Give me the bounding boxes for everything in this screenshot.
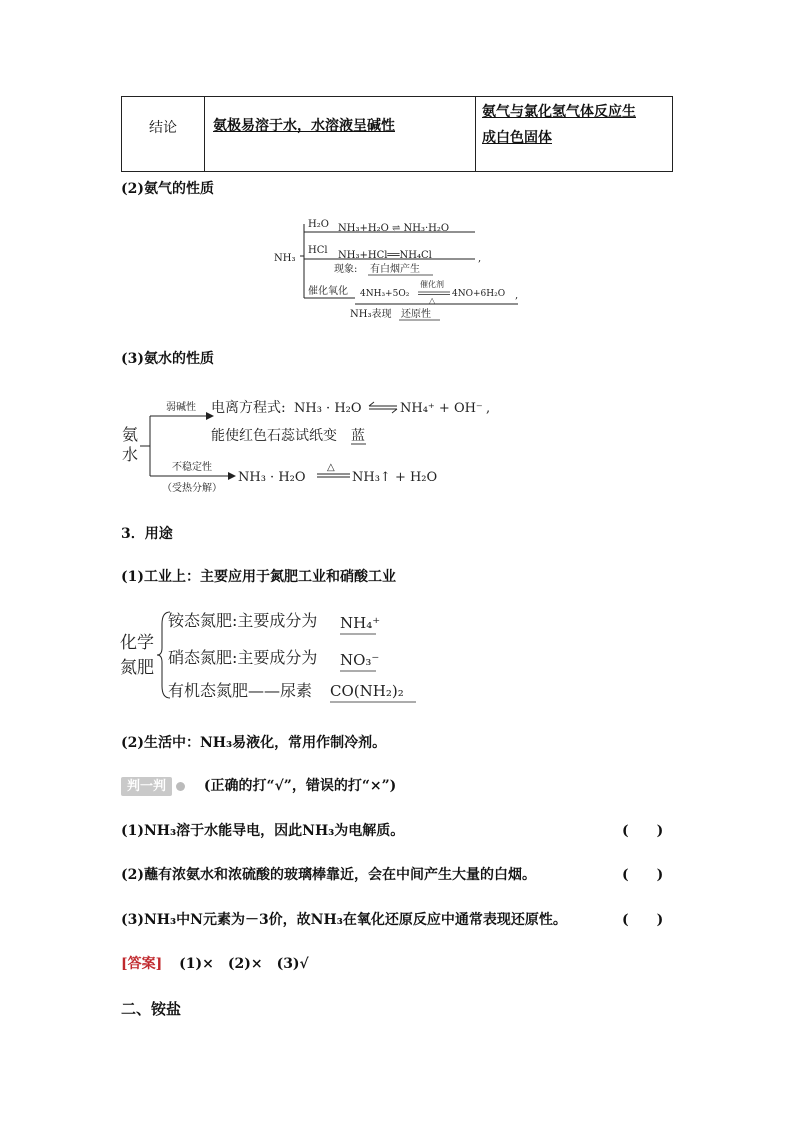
fert-root-top: 化学 xyxy=(120,633,154,653)
fert-root-bottom: 氮肥 xyxy=(120,658,154,678)
table-cell-label: 结论 xyxy=(122,97,205,172)
uses-industry: (1)工业上：主要应用于氮肥工业和硝酸工业 xyxy=(121,569,396,585)
section-ammonia-water-heading: (3)氨水的性质 xyxy=(121,351,214,367)
ion-prefix: 电离方程式: xyxy=(211,400,286,416)
judge-item-1-blank[interactable]: ( ) xyxy=(622,823,664,839)
section-ammonia-properties-heading: (2)氨气的性质 xyxy=(121,181,214,197)
ion-right: NH₄⁺ + OH⁻ xyxy=(400,401,483,416)
branch3-note-prefix: NH₃表现 xyxy=(350,309,392,320)
branch1-label: H₂O xyxy=(308,219,329,230)
judge-item-3: (3)NH₃中N元素为－3价，故NH₃在氧化还原反应中通常表现还原性。 xyxy=(121,912,567,928)
decomp-left: NH₃ · H₂O xyxy=(238,470,306,485)
eq-arrow-top-head xyxy=(369,402,374,406)
branch2-label: HCl xyxy=(308,245,328,256)
judge-badge: 判一判 xyxy=(121,777,172,796)
uses-daily: (2)生活中：NH₃易液化，常用作制冷剂。 xyxy=(121,735,387,751)
ammonia-water-diagram xyxy=(118,388,498,498)
branch3-eq-left: 4NH₃+5O₂ xyxy=(360,289,410,299)
judge-item-3-blank[interactable]: ( ) xyxy=(622,912,664,928)
unstable-label: 不稳定性 xyxy=(172,462,212,473)
branch3-cond-top: 催化剂 xyxy=(420,280,444,289)
unstable-arrow-head xyxy=(228,472,236,480)
conclusion-table xyxy=(121,96,673,172)
branch1-equation: NH₃+H₂O ⇌ NH₃·H₂O xyxy=(338,223,450,234)
decomp-right: NH₃↑ + H₂O xyxy=(352,470,438,485)
branch2-note-prefix: 现象: xyxy=(334,264,358,275)
table-cell-col1: 氨极易溶于水，水溶液呈碱性 xyxy=(205,97,476,172)
col2-line2: 成白色固体 xyxy=(482,130,552,146)
branch2-note: 有白烟产生 xyxy=(370,264,420,275)
nh3-root: NH₃ xyxy=(274,253,296,264)
nitrate-prefix: 硝态氮肥:主要成分为 xyxy=(168,648,318,667)
judge-item-1: (1)NH₃溶于水能导电，因此NH₃为电解质。 xyxy=(121,823,405,839)
branch2-comma: , xyxy=(478,253,482,264)
answer-label: [答案] xyxy=(121,956,163,972)
table-row xyxy=(122,97,673,172)
branch3-eq-right: 4NO+6H₂O xyxy=(452,289,506,299)
nitrate-ion: NO₃⁻ xyxy=(340,651,380,669)
judge-instruction: (正确的打“√”，错误的打“×”) xyxy=(203,778,397,794)
litmus-color: 蓝 xyxy=(351,428,365,444)
branch2-equation: NH₃+HCl══NH₄Cl xyxy=(338,250,432,261)
branch3-note: 还原性 xyxy=(401,309,431,320)
judge-item-2: (2)蘸有浓氨水和浓硫酸的玻璃棒靠近，会在中间产生大量的白烟。 xyxy=(121,867,536,883)
organic-formula: CO(NH₂)₂ xyxy=(330,682,404,700)
decomp-cond: △ xyxy=(327,462,335,473)
branch3-label: 催化氧化 xyxy=(308,286,348,297)
ammonium-ion: NH₄⁺ xyxy=(340,614,381,632)
weak-label: 弱碱性 xyxy=(166,402,196,413)
ion-comma: , xyxy=(486,401,491,416)
organic-prefix: 有机态氮肥——尿素 xyxy=(168,681,313,700)
root-bottom: 水 xyxy=(122,445,139,464)
ammonia-properties-diagram xyxy=(270,210,530,325)
uses-heading: 3．用途 xyxy=(121,526,173,542)
badge-dot-icon xyxy=(176,782,185,791)
branch3-comma: , xyxy=(515,290,519,301)
judge-item-2-blank[interactable]: ( ) xyxy=(622,867,664,883)
root-top: 氨 xyxy=(122,425,139,444)
litmus-prefix: 能使红色石蕊试纸变 xyxy=(211,428,337,444)
next-section-heading: 二、铵盐 xyxy=(121,1000,182,1018)
fertilizer-diagram xyxy=(118,600,448,710)
col2-line1: 氨气与氯化氢气体反应生 xyxy=(482,104,636,120)
ion-left: NH₃ · H₂O xyxy=(294,401,362,416)
table-cell-col2 xyxy=(476,97,673,172)
branch3-cond-bottom: △ xyxy=(429,296,436,305)
unstable-note: （受热分解） xyxy=(162,483,222,494)
answer-text: (1)× (2)× (3)√ xyxy=(179,956,309,972)
judge-header xyxy=(121,775,396,795)
eq-arrow-bottom-head xyxy=(392,409,397,413)
ammonium-prefix: 铵态氮肥:主要成分为 xyxy=(168,611,318,630)
answer-line xyxy=(121,953,309,973)
